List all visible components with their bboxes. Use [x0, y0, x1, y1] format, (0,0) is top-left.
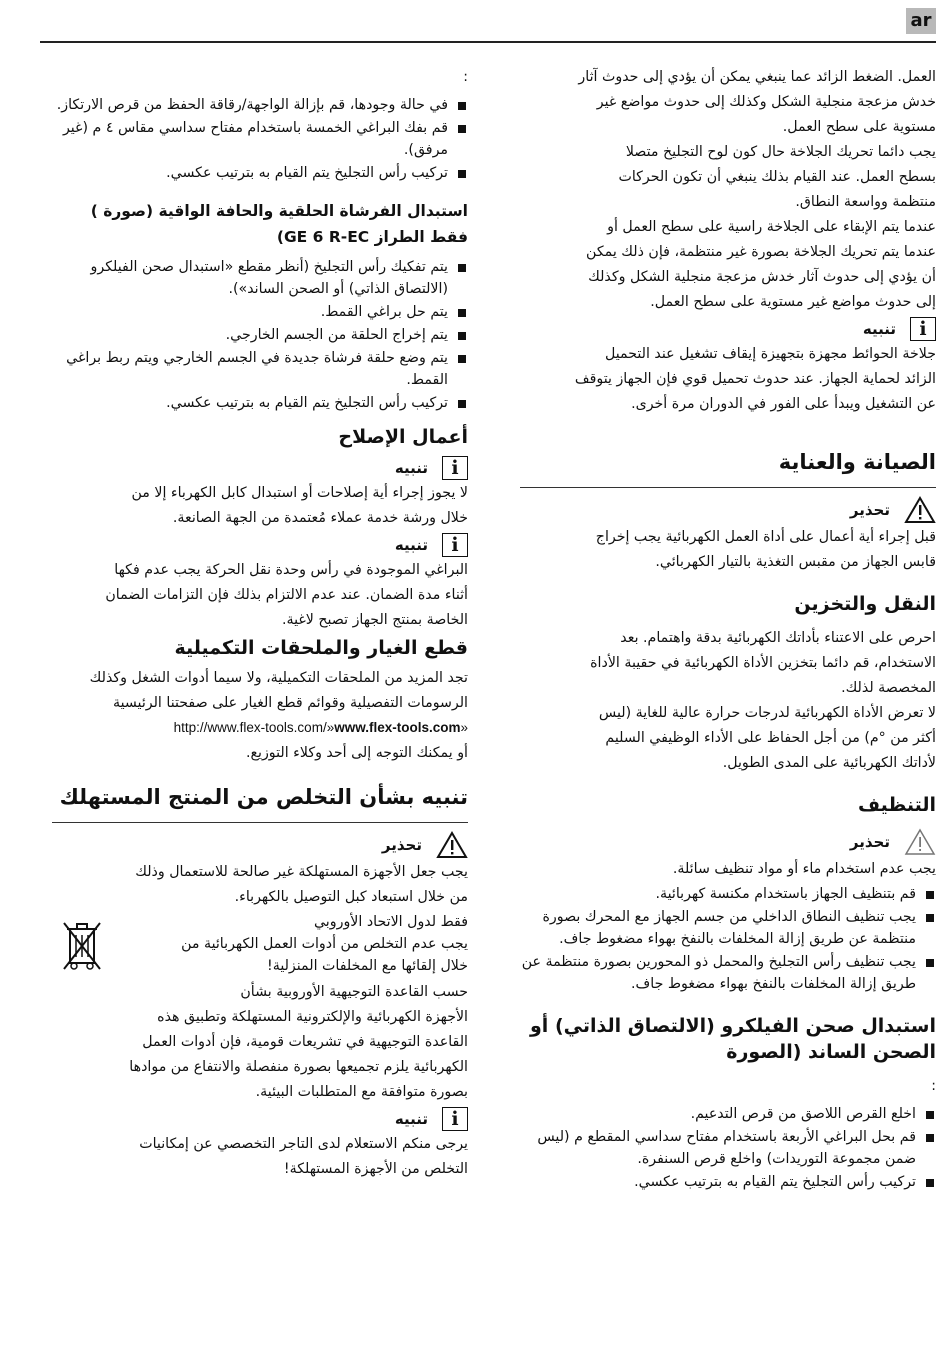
directive-line: بصورة متوافقة مع المتطلبات البيئية.: [255, 1084, 468, 1100]
warning-triangle-icon: [904, 496, 936, 524]
intro-colon: :: [931, 1078, 936, 1094]
spares-line: الرسومات التفصيلية وقوائم قطع الغيار على صفحتنا الرئيسية: [113, 695, 468, 711]
list-item: يتم تفكيك رأس التجليخ (أنظر مقطع «استبدال صحن الفيلكرو (الالتصاق الذاتي) أو الصحن الساند»).: [52, 256, 468, 300]
eu-line: يجب عدم التخلص من أدوات العمل الكهربائية من: [181, 936, 468, 952]
right-column: [520, 66, 936, 1199]
backing-pad-list: [52, 94, 468, 184]
warning-line: قابس الجهاز من مقبس التغذية بالتيار الكهربائي.: [655, 554, 936, 570]
info-icon: i: [442, 533, 468, 557]
heading-velcro-cont: الصحن الساند (الصورة: [726, 1041, 936, 1063]
list-item: اخلع القرص اللاصق من قرص التدعيم.: [520, 1103, 936, 1125]
notice-line: الخاصة بمنتج الجهاز تصبح لاغية.: [281, 612, 468, 628]
list-item: يجب تنظيف رأس التجليخ والمحمل ذو المحورين بصورة منتظمة عن طريق إزالة المخلفات بالنفخ بهواء مضغوط جاف.: [520, 951, 936, 995]
transport-line: المخصصة لذلك.: [841, 680, 936, 696]
notice-line: جلاخة الحوائط مجهزة بتجهيزة إيقاف تشغيل عند التحميل: [604, 346, 936, 362]
notice-line: يرجى منكم الاستعلام لدى التاجر التخصصي عن إمكانيات: [139, 1136, 468, 1152]
paragraph-line: يجب دائما تحريك الجلاخة حال كون لوح التجليخ متصلا: [625, 144, 936, 160]
crossed-bin-icon: [60, 917, 104, 973]
paragraph-line: إلى حدوث مواضع غير مستوية على سطح العمل.: [650, 294, 936, 310]
warning-triangle-icon: [904, 828, 936, 856]
weee-block: [52, 911, 468, 977]
intro-colon: :: [463, 69, 468, 85]
paragraph-line: أن يؤدي إلى حدوث آثار خدش مزعجة منجلية الشكل وكذلك: [588, 269, 936, 285]
warning-header: [52, 831, 468, 859]
heading-brush-ring: استبدال الفرشاة الحلقية والحافة الواقية (صورة ): [90, 202, 468, 220]
info-icon: i: [442, 1107, 468, 1131]
paragraph-line: عندما يتم الإبقاء على الجلاخة راسية على سطح العمل أو: [607, 219, 936, 235]
url-suffix: »: [460, 720, 468, 735]
notice-header: [520, 317, 936, 341]
left-column: [52, 66, 468, 1183]
notice-line: البراغي الموجودة في رأس وحدة نقل الحركة يجب عدم فكها: [114, 562, 468, 578]
info-icon: i: [910, 317, 936, 341]
notice-title: تنبيه: [394, 459, 428, 477]
warning-line: قبل إجراء أية أعمال على أداة العمل الكهربائية يجب إخراج: [595, 529, 936, 545]
list-item: يتم حل براغي القمط.: [52, 301, 468, 323]
notice-title: تنبيه: [394, 536, 428, 554]
list-item: في حالة وجودها، قم بإزالة الواجهة/رقاقة الحفظ من قرص الارتكاز.: [52, 94, 468, 116]
notice-line: التخلص من الأجهزة المستهلكة!: [283, 1161, 468, 1177]
list-item: يتم وضع حلقة فرشاة جديدة في الجسم الخارجي ويتم ربط براغي القمط.: [52, 347, 468, 391]
transport-line: الاستخدام، قم دائما بتخزين الأداة الكهربائية في حقيبة الأداة: [590, 655, 936, 671]
weee-text: [110, 911, 468, 977]
notice-line: عن التشغيل ويبدأ على الفور في الدوران مرة أخرى.: [631, 396, 936, 412]
language-badge: ar: [906, 8, 936, 34]
url-bold: www.flex-tools.com: [334, 720, 461, 735]
heading-brush-ring-cont: فقط الطراز GE 6 R-EC): [276, 228, 468, 246]
spares-line: أو يمكنك التوجه إلى أحد وكلاء التوزيع.: [245, 745, 468, 761]
header-rule: [40, 41, 936, 43]
notice-line: لا يجوز إجراء أية إصلاحات أو استبدال كابل الكهرباء إلا من: [131, 485, 468, 501]
heading-spare-parts: قطع الغيار والملحقات التكميلية: [174, 637, 468, 659]
list-item: قم بتنظيف الجهاز باستخدام مكنسة كهربائية.: [520, 883, 936, 905]
notice-line: الزائد لحماية الجهاز. عند حدوث تحميل قوي فإن الجهاز يتوقف: [574, 371, 936, 387]
notice-line: خلال ورشة خدمة عملاء مُعتمدة من الجهة الصانعة.: [172, 510, 468, 526]
transport-line: لأداتك الكهربائية على المدى الطويل.: [722, 755, 936, 771]
transport-line: احرص على الاعتناء بأداتك الكهربائية بدقة واهتمام. بعد: [620, 630, 936, 646]
notice-header: [52, 533, 468, 557]
url-prefix: http://www.flex-tools.com/»: [173, 720, 335, 735]
heading-cleaning: التنظيف: [857, 794, 936, 816]
heading-maintenance: الصيانة والعناية: [520, 449, 936, 488]
heading-disposal: تنبيه بشأن التخلص من المنتج المستهلك: [52, 784, 468, 823]
transport-line: أكثر من °م) من أجل الحفاظ على الأداء الوظيفي السليم: [605, 730, 936, 746]
directive-line: الأجهزة الكهربائية والإلكترونية المستهلكة وتطبيق هذه: [157, 1009, 468, 1025]
eu-line: خلال إلقائها مع المخلفات المنزلية!: [267, 958, 468, 974]
notice-header: [52, 1107, 468, 1131]
list-item: تركيب رأس التجليخ يتم القيام به بترتيب عكسي.: [52, 162, 468, 184]
warning-title: تحذير: [849, 833, 890, 851]
warning-header: [520, 828, 936, 856]
paragraph-line: بسطح العمل. عند القيام بذلك ينبغي أن تكون الحركات: [618, 169, 936, 185]
brush-ring-list: [52, 256, 468, 414]
warning-title: تحذير: [849, 501, 890, 519]
heading-velcro: استبدال صحن الفيلكرو (الالتصاق الذاتي) أو: [530, 1015, 936, 1037]
cleaning-list: [520, 883, 936, 995]
warning-line: يجب عدم استخدام ماء أو مواد تنظيف سائلة.: [672, 861, 936, 877]
transport-line: لا تعرض الأداة الكهربائية لدرجات حرارة عالية للغاية (ليس: [598, 705, 936, 721]
eu-only-label: فقط لدول الاتحاد الأوروبي: [313, 914, 468, 930]
directive-line: حسب القاعدة التوجيهية الأوروبية بشأن: [240, 984, 468, 1000]
intro-line: العمل. الضغط الزائد عما ينبغي يمكن أن يؤدي إلى حدوث آثار: [578, 69, 936, 85]
velcro-list: [520, 1103, 936, 1193]
directive-line: القاعدة التوجيهية في تشريعات قومية، فإن أدوات العمل: [142, 1034, 468, 1050]
website-link[interactable]: [52, 717, 468, 739]
intro-line: خدش مزعجة منجلية الشكل وكذلك إلى حدوث مواضع غير: [596, 94, 936, 110]
notice-header: [52, 456, 468, 480]
list-item: قم بحل البراغي الأربعة باستخدام مفتاح سداسي المقطع م (ليس ضمن مجموعة التوريدات) واخلع قرص السنفرة.: [520, 1126, 936, 1170]
intro-line: مستوية على سطح العمل.: [782, 119, 936, 135]
notice-title: تنبيه: [394, 1110, 428, 1128]
notice-title: تنبيه: [862, 320, 896, 338]
list-item: يجب تنظيف النطاق الداخلي من جسم الجهاز مع المحرك بصورة منتظمة عن طريق إزالة المخلفات بالنفخ بهواء مضغوط جاف.: [520, 906, 936, 950]
paragraph-line: منتظمة وواسعة النطاق.: [795, 194, 936, 210]
spares-line: تجد المزيد من الملحقات التكميلية، ولا سيما أدوات الشغل وكذلك: [89, 670, 468, 686]
list-item: قم بفك البراغي الخمسة باستخدام مفتاح سداسي مقاس ٤ م (غير مرفق).: [52, 117, 468, 161]
warning-line: يجب جعل الأجهزة المستهلكة غير صالحة للاستعمال وذلك: [135, 864, 468, 880]
notice-line: أثناء مدة الضمان. عند عدم الالتزام بذلك فإن التزامات الضمان: [105, 587, 468, 603]
list-item: تركيب رأس التجليخ يتم القيام به بترتيب عكسي.: [520, 1171, 936, 1193]
heading-repair: أعمال الإصلاح: [338, 426, 468, 448]
warning-triangle-icon: [436, 831, 468, 859]
warning-line: من خلال استبعاد كبل التوصيل بالكهرباء.: [234, 889, 468, 905]
list-item: يتم إخراج الحلقة من الجسم الخارجي.: [52, 324, 468, 346]
directive-line: الكهربائية يلزم تجميعها بصورة منفصلة والانتفاع من موادها: [129, 1059, 468, 1075]
heading-transport: النقل والتخزين: [794, 593, 936, 615]
list-item: تركيب رأس التجليخ يتم القيام به بترتيب عكسي.: [52, 392, 468, 414]
warning-title: تحذير: [381, 836, 422, 854]
info-icon: i: [442, 456, 468, 480]
paragraph-line: عندما يتم تحريك الجلاخة بصورة غير منتظمة، فإن ذلك يمكن: [586, 244, 936, 260]
warning-header: [520, 496, 936, 524]
